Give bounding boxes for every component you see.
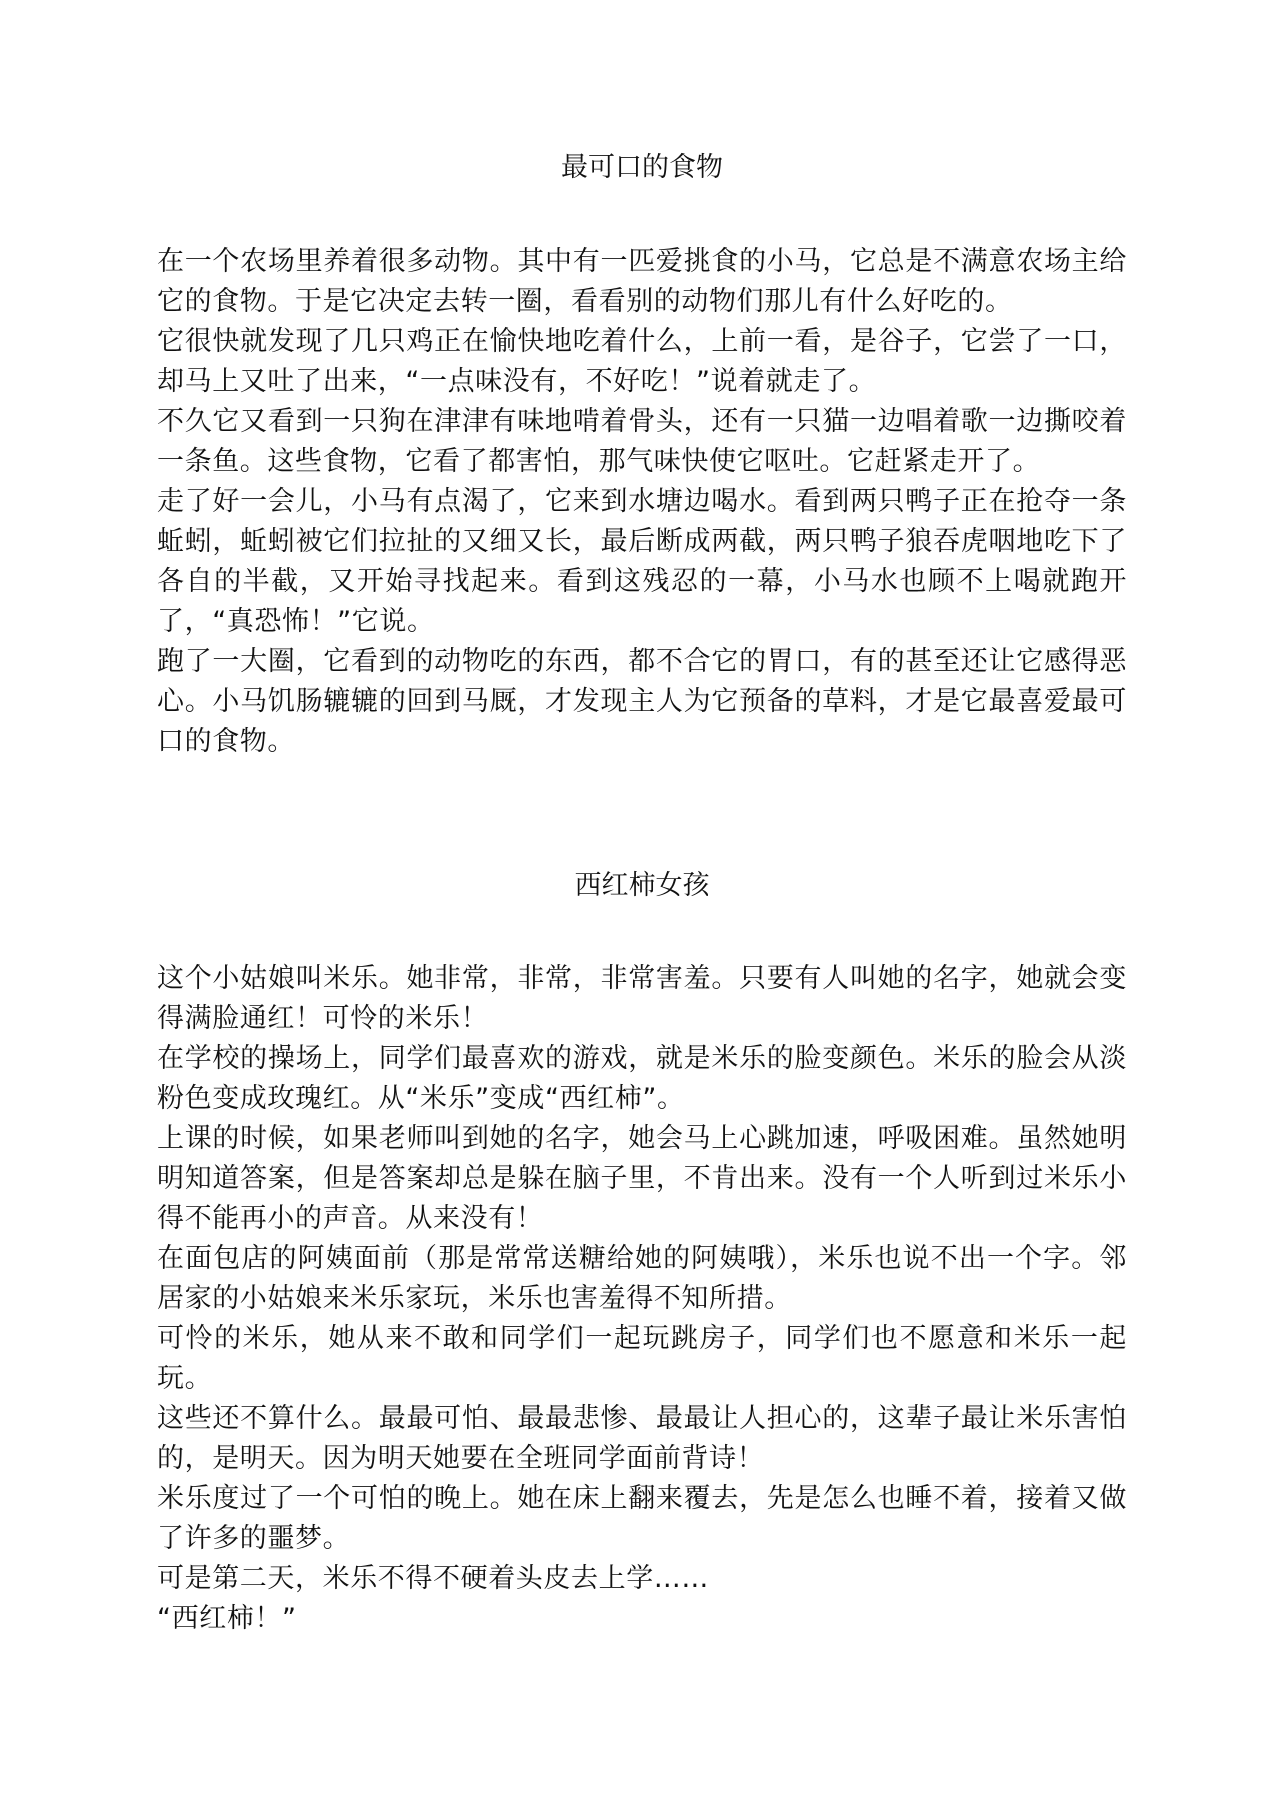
story-paragraph: 跑了一大圈，它看到的动物吃的东西，都不合它的胃口，有的甚至还让它感得恶心。小马饥肠辘辘的回到马厩，才发现主人为它预备的草料，才是它最喜爱最可口的食物。 xyxy=(157,646,1127,757)
story-paragraph: 走了好一会儿，小马有点渴了，它来到水塘边喝水。看到两只鸭子正在抢夺一条蚯蚓，蚯蚓被它们拉扯的又细又长，最后断成两截，两只鸭子狼吞虎咽地吃下了各自的半截，又开始寻找起来。看到这残忍的一幕，小马水也顾不上喝就跑开了，“真恐怖！”它说。 xyxy=(157,486,1127,637)
story-paragraph: 在一个农场里养着很多动物。其中有一匹爱挑食的小马，它总是不满意农场主给它的食物。于是它决定去转一圈，看看别的动物们那儿有什么好吃的。 xyxy=(157,246,1127,317)
story-paragraph: 它很快就发现了几只鸡正在愉快地吃着什么，上前一看，是谷子，它尝了一口，却马上又吐了出来，“一点味没有，不好吃！”说着就走了。 xyxy=(157,326,1127,397)
story-2 xyxy=(157,866,1127,1639)
story-paragraph: 在面包店的阿姨面前（那是常常送糖给她的阿姨哦），米乐也说不出一个字。邻居家的小姑娘来米乐家玩，米乐也害羞得不知所措。 xyxy=(157,1243,1127,1314)
story-title: 最可口的食物 xyxy=(561,152,723,183)
story-paragraph: 不久它又看到一只狗在津津有味地啃着骨头，还有一只猫一边唱着歌一边撕咬着一条鱼。这些食物，它看了都害怕，那气味快使它呕吐。它赶紧走开了。 xyxy=(157,406,1127,477)
story-paragraph: “西红柿！” xyxy=(157,1603,297,1634)
story-paragraph: 可是第二天，米乐不得不硬着头皮去上学…… xyxy=(157,1563,709,1594)
story-paragraph: 这些还不算什么。最最可怕、最最悲惨、最最让人担心的，这辈子最让米乐害怕的，是明天。因为明天她要在全班同学面前背诗！ xyxy=(157,1403,1127,1474)
story-paragraph: 米乐度过了一个可怕的晚上。她在床上翻来覆去，先是怎么也睡不着，接着又做了许多的噩梦。 xyxy=(157,1483,1127,1554)
story-paragraph: 这个小姑娘叫米乐。她非常，非常，非常害羞。只要有人叫她的名字，她就会变得满脸通红！可怜的米乐！ xyxy=(157,963,1127,1034)
story-paragraph: 可怜的米乐，她从来不敢和同学们一起玩跳房子，同学们也不愿意和米乐一起玩。 xyxy=(157,1323,1127,1394)
story-paragraph: 在学校的操场上，同学们最喜欢的游戏，就是米乐的脸变颜色。米乐的脸会从淡粉色变成玫瑰红。从“米乐”变成“西红柿”。 xyxy=(157,1043,1127,1114)
story-paragraph: 上课的时候，如果老师叫到她的名字，她会马上心跳加速，呼吸困难。虽然她明明知道答案，但是答案却总是躲在脑子里，不肯出来。没有一个人听到过米乐小得不能再小的声音。从来没有！ xyxy=(157,1123,1127,1234)
story-1 xyxy=(157,148,1127,762)
story-title: 西红柿女孩 xyxy=(574,870,710,901)
